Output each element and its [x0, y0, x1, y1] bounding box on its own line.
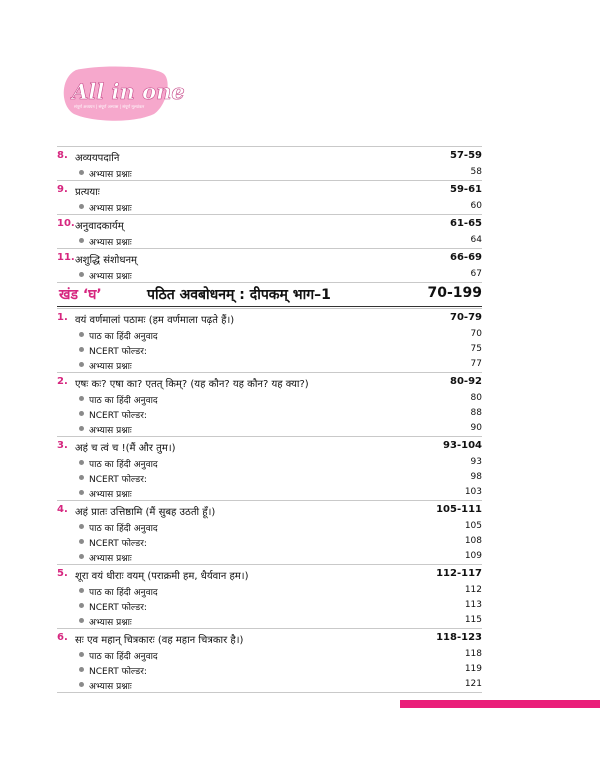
khand-pages: 70-199 [427, 285, 482, 301]
subitem-page: 121 [464, 679, 482, 689]
toc-subitem-row[interactable] [57, 233, 482, 248]
chapter-title: प्रत्ययाः [75, 187, 100, 198]
toc-subitem-row[interactable] [57, 583, 482, 598]
subitem-page: 64 [470, 235, 482, 245]
subitem-title: NCERT फोल्डर: [89, 347, 147, 357]
chapter-pages: 66-69 [450, 252, 482, 263]
subitem-page: 108 [464, 536, 482, 546]
toc-subitem-row[interactable] [57, 455, 482, 470]
toc-subitem-row[interactable] [57, 357, 482, 372]
logo-brand-text: All in one [72, 79, 185, 104]
khand-label: खंड ‘घ’ [59, 287, 102, 303]
bullet-icon [79, 603, 84, 608]
subitem-title: पाठ का हिंदी अनुवाद [89, 524, 158, 534]
subitem-page: 109 [464, 551, 482, 561]
subitem-title: पाठ का हिंदी अनुवाद [89, 460, 158, 470]
toc-subitem-row[interactable] [57, 406, 482, 421]
bullet-icon [79, 238, 84, 243]
toc-chapter-row[interactable] [57, 500, 482, 519]
chapter-pages: 105-111 [436, 504, 482, 515]
toc-subitem-row[interactable] [57, 485, 482, 500]
toc-chapter-row[interactable] [57, 372, 482, 391]
subitem-title: अभ्यास प्रश्नाः [89, 554, 132, 564]
chapter-number: 2. [57, 376, 68, 387]
subitem-page: 103 [464, 487, 482, 497]
toc-chapter-row[interactable] [57, 564, 482, 583]
subitem-title: NCERT फोल्डर: [89, 603, 147, 613]
chapter-title: एषः कः? एषा का? एतत् किम्? (यह कौन? यह कौन? यह क्या?) [75, 379, 309, 390]
logo-tagline: संपूर्ण अध्ययन | संपूर्ण अभ्यास | संपूर्ण मूल्यांकन [74, 104, 145, 109]
logo-badge-icon [62, 66, 185, 122]
bullet-icon [79, 460, 84, 465]
bullet-icon [79, 539, 84, 544]
bullet-icon [79, 554, 84, 559]
toc-subitem-row[interactable] [57, 342, 482, 357]
subitem-page: 93 [470, 457, 482, 467]
chapter-pages: 93-104 [443, 440, 482, 451]
subitem-page: 90 [470, 423, 482, 433]
bullet-icon [79, 652, 84, 657]
chapter-pages: 57-59 [450, 150, 482, 161]
chapter-number: 10. [57, 218, 75, 229]
bullet-icon [79, 588, 84, 593]
khand-heading [57, 284, 482, 307]
toc-top-sections [57, 146, 482, 283]
toc-main-sections [57, 308, 482, 693]
bullet-icon [79, 411, 84, 416]
chapter-title: अनुवादकार्यम् [75, 221, 124, 232]
subitem-title: अभ्यास प्रश्नाः [89, 238, 132, 248]
subitem-page: 80 [470, 393, 482, 403]
toc-subitem-row[interactable] [57, 534, 482, 549]
subitem-page: 113 [464, 600, 482, 610]
bullet-icon [79, 272, 84, 277]
bullet-icon [79, 475, 84, 480]
subitem-title: अभ्यास प्रश्नाः [89, 362, 132, 372]
brand-logo [62, 66, 185, 122]
subitem-title: NCERT फोल्डर: [89, 667, 147, 677]
chapter-pages: 80-92 [450, 376, 482, 387]
chapter-number: 8. [57, 150, 68, 161]
toc-subitem-row[interactable] [57, 598, 482, 613]
toc-subitem-row[interactable] [57, 662, 482, 677]
subitem-page: 98 [470, 472, 482, 482]
subitem-title: पाठ का हिंदी अनुवाद [89, 588, 158, 598]
bullet-icon [79, 490, 84, 495]
subitem-page: 60 [470, 201, 482, 211]
subitem-title: अभ्यास प्रश्नाः [89, 272, 132, 282]
subitem-page: 67 [470, 269, 482, 279]
bullet-icon [79, 396, 84, 401]
toc-subitem-row[interactable] [57, 470, 482, 485]
bullet-icon [79, 524, 84, 529]
subitem-page: 112 [464, 585, 482, 595]
toc-chapter-row[interactable] [57, 214, 482, 233]
toc-chapter-row[interactable] [57, 180, 482, 199]
toc-chapter-row[interactable] [57, 628, 482, 647]
toc-chapter-row[interactable] [57, 146, 482, 165]
toc-subitem-row[interactable] [57, 199, 482, 214]
bullet-icon [79, 426, 84, 431]
chapter-number: 3. [57, 440, 68, 451]
toc-subitem-row[interactable] [57, 519, 482, 534]
toc-chapter-row[interactable] [57, 436, 482, 455]
toc-subitem-row[interactable] [57, 613, 482, 628]
toc-chapter-row[interactable] [57, 308, 482, 327]
subitem-page: 119 [464, 664, 482, 674]
bullet-icon [79, 618, 84, 623]
subitem-title: अभ्यास प्रश्नाः [89, 204, 132, 214]
chapter-title: अहं च त्वं च !(मैं और तुम।) [75, 443, 176, 454]
bullet-icon [79, 347, 84, 352]
subitem-page: 88 [470, 408, 482, 418]
toc-subitem-row[interactable] [57, 677, 482, 693]
bullet-icon [79, 682, 84, 687]
subitem-page: 58 [470, 167, 482, 177]
toc-subitem-row[interactable] [57, 327, 482, 342]
toc-subitem-row[interactable] [57, 165, 482, 180]
chapter-title: सः एव महान् चित्रकारः (वह महान चित्रकार है।) [75, 635, 244, 646]
chapter-title: अशुद्धि संशोधनम् [75, 255, 138, 266]
chapter-pages: 70-79 [450, 312, 482, 323]
toc-subitem-row[interactable] [57, 421, 482, 436]
subitem-page: 75 [470, 344, 482, 354]
toc-subitem-row[interactable] [57, 549, 482, 564]
chapter-pages: 61-65 [450, 218, 482, 229]
chapter-number: 11. [57, 252, 75, 263]
bullet-icon [79, 332, 84, 337]
chapter-number: 4. [57, 504, 68, 515]
subitem-page: 115 [464, 615, 482, 625]
subitem-page: 70 [470, 329, 482, 339]
bullet-icon [79, 667, 84, 672]
subitem-title: अभ्यास प्रश्नाः [89, 170, 132, 180]
subitem-title: अभ्यास प्रश्नाः [89, 682, 132, 692]
toc-subitem-row[interactable] [57, 391, 482, 406]
subitem-page: 118 [464, 649, 482, 659]
chapter-number: 9. [57, 184, 68, 195]
subitem-title: पाठ का हिंदी अनुवाद [89, 652, 158, 662]
subitem-page: 77 [470, 359, 482, 369]
subitem-page: 105 [464, 521, 482, 531]
subitem-title: अभ्यास प्रश्नाः [89, 426, 132, 436]
chapter-number: 5. [57, 568, 68, 579]
chapter-number: 1. [57, 312, 68, 323]
toc-chapter-row[interactable] [57, 248, 482, 267]
subitem-title: अभ्यास प्रश्नाः [89, 490, 132, 500]
chapter-pages: 59-61 [450, 184, 482, 195]
subitem-title: अभ्यास प्रश्नाः [89, 618, 132, 628]
chapter-title: अव्ययपदानि [75, 153, 120, 164]
chapter-number: 6. [57, 632, 68, 643]
chapter-pages: 112-117 [436, 568, 482, 579]
chapter-title: अहं प्रातः उत्तिष्ठामि (मैं सुबह उठती हूँ।) [75, 507, 216, 518]
chapter-pages: 118-123 [436, 632, 482, 643]
subitem-title: पाठ का हिंदी अनुवाद [89, 332, 158, 342]
toc-subitem-row[interactable] [57, 267, 482, 283]
subitem-title: NCERT फोल्डर: [89, 475, 147, 485]
khand-title: पठित अवबोधनम् : दीपकम् भाग–1 [147, 287, 331, 303]
toc-subitem-row[interactable] [57, 647, 482, 662]
subitem-title: NCERT फोल्डर: [89, 539, 147, 549]
subitem-title: पाठ का हिंदी अनुवाद [89, 396, 158, 406]
subitem-title: NCERT फोल्डर: [89, 411, 147, 421]
chapter-title: शूरा वयं धीराः वयम् (पराक्रमी हम, धैर्यवान हम।) [75, 571, 249, 582]
bullet-icon [79, 170, 84, 175]
bullet-icon [79, 204, 84, 209]
bullet-icon [79, 362, 84, 367]
accent-bar [400, 700, 600, 708]
chapter-title: वयं वर्णमालां पठामः (हम वर्णमाला पढ़ते हैं।) [75, 315, 235, 326]
